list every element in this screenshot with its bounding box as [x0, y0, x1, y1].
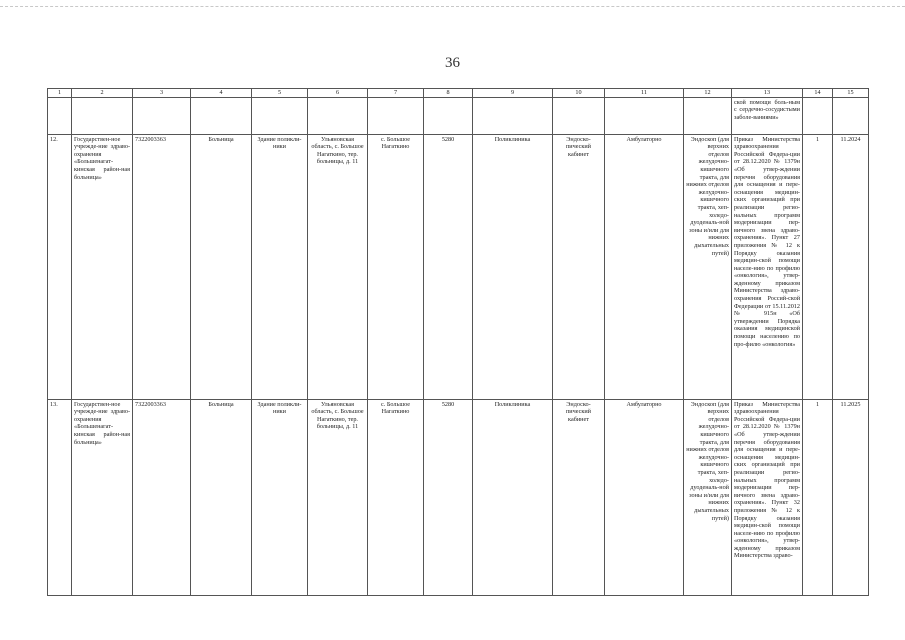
continuation-basis-cell: ской помощи боль-ным с сердечно-сосудистыми заболе-ваниями»: [732, 97, 803, 134]
column-header-6: 6: [308, 89, 368, 98]
cabinet-name: Эндоско-пический кабинет: [553, 134, 605, 399]
cabinet-name: Эндоско-пический кабинет: [553, 399, 605, 595]
locality: с. Большое Нагаткино: [368, 399, 424, 595]
equipment-table: [47, 88, 869, 596]
locality: с. Большое Нагаткино: [368, 134, 424, 399]
delivery-date: 11.2025: [833, 399, 869, 595]
table-row: [48, 134, 869, 399]
inn-code: 7322003363: [133, 134, 191, 399]
equipment-name: Эндоскоп (для верхних отделов желудочно-кишечного тракта, для нижних отделов желудочно-кишечного тракта, хеп-холедо-дуоденаль-ной зоны и/или для нижних дыхательных путей): [684, 399, 732, 595]
empty-cell: [473, 97, 553, 134]
column-header-15: 15: [833, 89, 869, 98]
empty-cell: [424, 97, 473, 134]
population: 5280: [424, 399, 473, 595]
empty-cell: [605, 97, 684, 134]
column-header-13: 13: [732, 89, 803, 98]
column-header-5: 5: [252, 89, 308, 98]
empty-cell: [252, 97, 308, 134]
page-number: 36: [445, 55, 460, 71]
empty-cell: [72, 97, 133, 134]
column-header-4: 4: [191, 89, 252, 98]
delivery-date: 11.2024: [833, 134, 869, 399]
unit-name: Поликлиника: [473, 399, 553, 595]
facility-type: Больница: [191, 134, 252, 399]
legal-basis: Приказ Министерства здравоохранения Российской Федера-ции от 28.12.2020 № 1379н «Об утвер-ждении перечня оборудования для оснащения и пере-оснащения медицин-ских организаций при реализации регио-нальных программ модернизации пер-вичного звена здраво-охранения». Пункт 27 приложения № 12 к Порядку оказания медицин-ской помощи населе-нию по профилю «онкология», утвер-жденному приказом Министерства здраво-охранения Россий-ской Федерации от 15.11.2012 № 915н «Об утверждении Порядка оказания медицинской помощи населению по про-филю «онкология»: [732, 134, 803, 399]
column-header-9: 9: [473, 89, 553, 98]
column-header-7: 7: [368, 89, 424, 98]
quantity: 1: [803, 399, 833, 595]
quantity: 1: [803, 134, 833, 399]
column-header-1: 1: [48, 89, 72, 98]
address: Ульяновская область, с. Большое Нагаткино, тер. больницы, д. 11: [308, 134, 368, 399]
empty-cell: [684, 97, 732, 134]
empty-cell: [833, 97, 869, 134]
population: 5280: [424, 134, 473, 399]
care-condition: Амбулаторно: [605, 134, 684, 399]
continuation-row: [48, 97, 869, 134]
page-top-edge: [0, 6, 905, 7]
empty-cell: [368, 97, 424, 134]
building-name: Здание поликли-ники: [252, 399, 308, 595]
organization-name: Государствен-ное учрежде-ние здраво-охранения «Большенагат-кинская район-ная больница»: [72, 399, 133, 595]
address: Ульяновская область, с. Большое Нагаткино, тер. больницы, д. 11: [308, 399, 368, 595]
unit-name: Поликлиника: [473, 134, 553, 399]
column-header-12: 12: [684, 89, 732, 98]
care-condition: Амбулаторно: [605, 399, 684, 595]
empty-cell: [308, 97, 368, 134]
row-number: 12.: [48, 134, 72, 399]
column-header-2: 2: [72, 89, 133, 98]
header-row: [48, 89, 869, 98]
empty-cell: [553, 97, 605, 134]
inn-code: 7322003363: [133, 399, 191, 595]
empty-cell: [48, 97, 72, 134]
row-number: 13.: [48, 399, 72, 595]
empty-cell: [191, 97, 252, 134]
column-header-8: 8: [424, 89, 473, 98]
organization-name: Государствен-ное учрежде-ние здраво-охранения «Большенагат-кинская район-ная больница»: [72, 134, 133, 399]
legal-basis: Приказ Министерства здравоохранения Российской Федера-ции от 28.12.2020 № 1379н «Об утвер-ждении перечня оборудования для оснащения и пере-оснащения медицин-ских организаций при реализации регио-нальных программ модернизации пер-вичного звена здраво-охранения». Пункт 32 приложения № 12 к Порядку оказания медицин-ской помощи населе-нию по профилю «онкология», утвер-жденному приказом Министерства здраво-: [732, 399, 803, 595]
column-header-3: 3: [133, 89, 191, 98]
column-header-10: 10: [553, 89, 605, 98]
column-header-11: 11: [605, 89, 684, 98]
building-name: Здание поликли-ники: [252, 134, 308, 399]
empty-cell: [133, 97, 191, 134]
table-row: [48, 399, 869, 595]
empty-cell: [803, 97, 833, 134]
column-header-14: 14: [803, 89, 833, 98]
equipment-name: Эндоскоп (для верхних отделов желудочно-кишечного тракта, для нижних отделов желудочно-кишечного тракта, хеп-холедо-дуоденаль-ной зоны и/или для нижних дыхательных путей): [684, 134, 732, 399]
facility-type: Больница: [191, 399, 252, 595]
